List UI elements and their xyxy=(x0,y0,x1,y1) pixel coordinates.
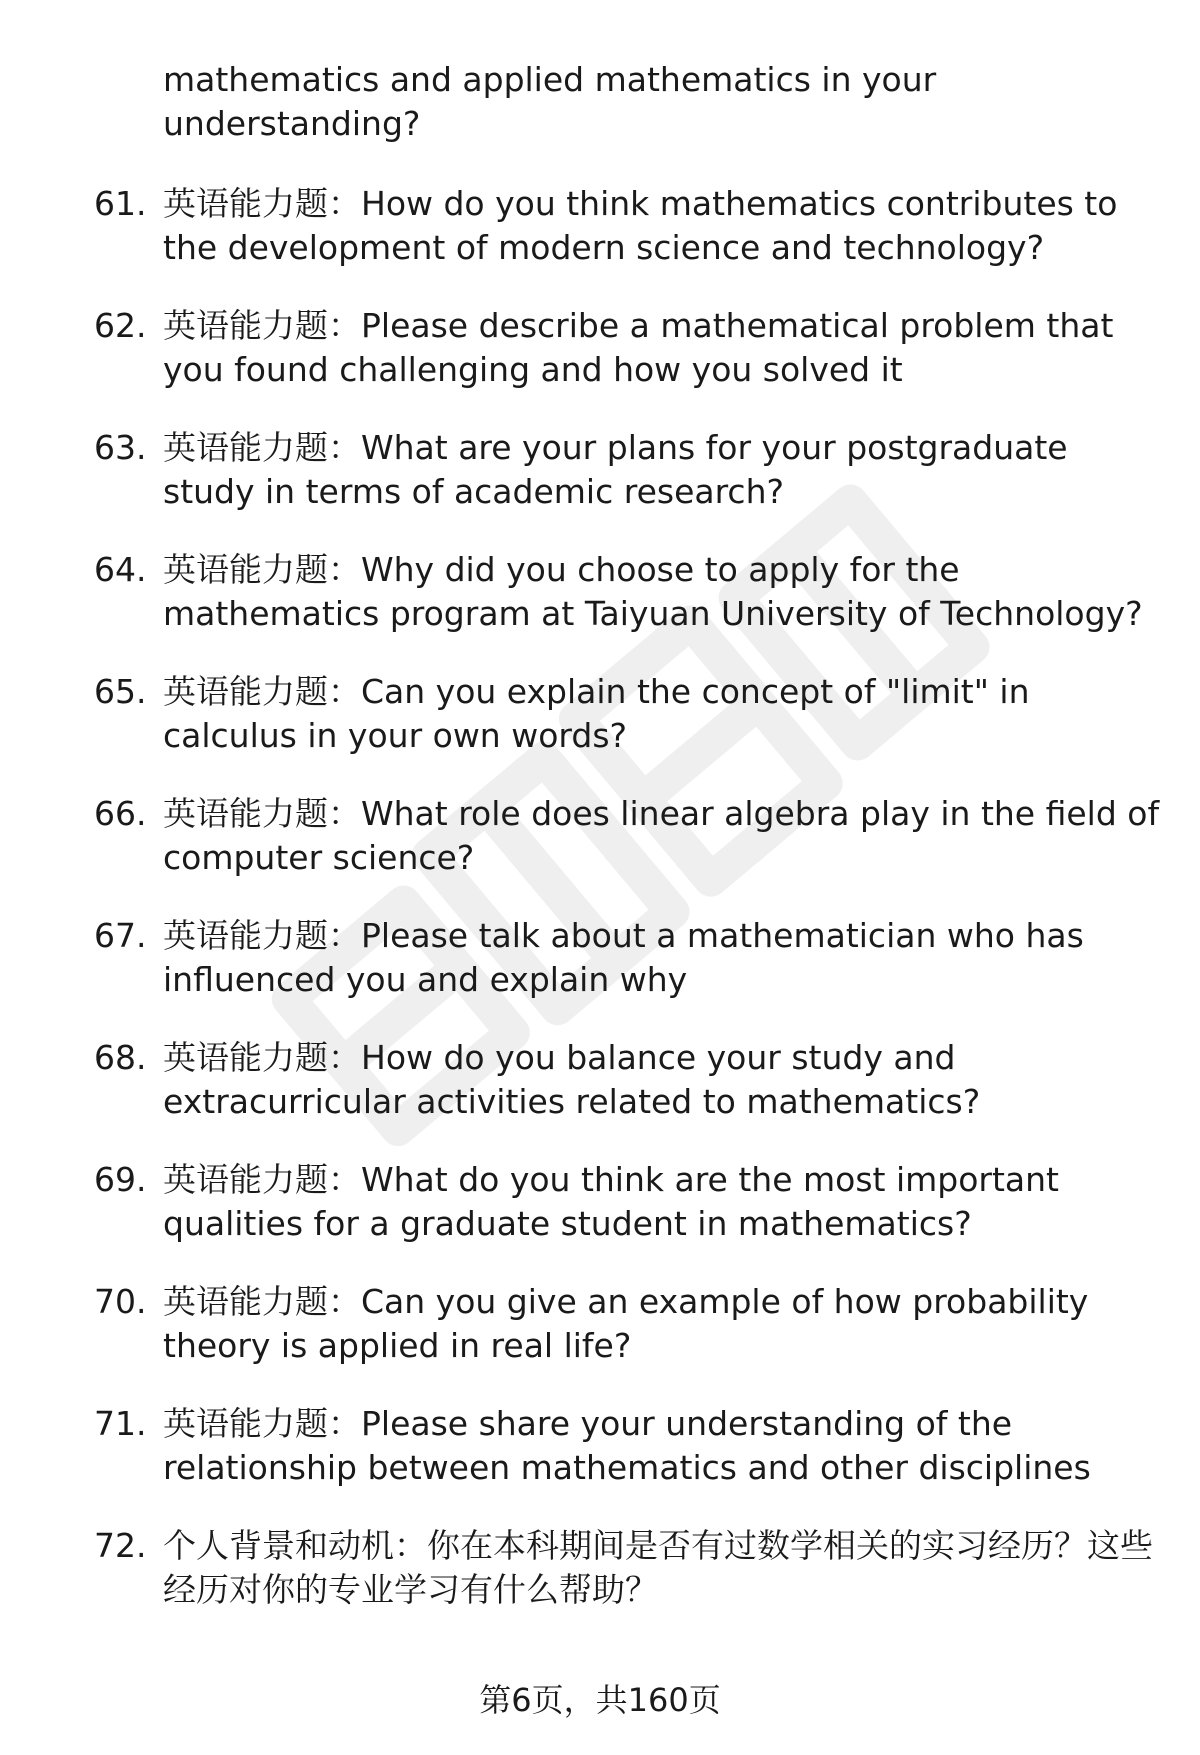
list-item xyxy=(0,670,1200,792)
question-text: 英语能力题：How do you think mathematics contributes to the development of modern science and technology? xyxy=(163,184,1118,267)
question-number: 61. xyxy=(94,184,147,223)
list-item xyxy=(0,914,1200,1036)
question-number: 66. xyxy=(94,794,147,833)
question-number: 62. xyxy=(94,306,147,345)
question-text: 英语能力题：What role does linear algebra play in the field of computer science? xyxy=(163,794,1160,877)
question-text: 英语能力题：Please describe a mathematical problem that you found challenging and how you solved it xyxy=(163,306,1114,389)
question-text: 英语能力题：How do you balance your study and extracurricular activities related to mathematics? xyxy=(163,1038,981,1121)
question-number: 72. xyxy=(94,1526,147,1565)
list-item xyxy=(0,426,1200,548)
question-number: 65. xyxy=(94,672,147,711)
question-text: 英语能力题：Please talk about a mathematician who has influenced you and explain why xyxy=(163,916,1084,999)
question-text: 个人背景和动机：你在本科期间是否有过数学相关的实习经历？这些经历对你的专业学习有什么帮助？ xyxy=(163,1526,1153,1609)
question-number: 63. xyxy=(94,428,147,467)
question-text: 英语能力题：Why did you choose to apply for the mathematics program at Taiyuan University of Technology? xyxy=(163,550,1143,633)
question-number: 70. xyxy=(94,1282,147,1321)
question-list xyxy=(0,182,1200,1646)
list-item xyxy=(0,1280,1200,1402)
page-footer: 第6页，共160页 xyxy=(479,1681,721,1719)
question-number: 71. xyxy=(94,1404,147,1443)
question-text: 英语能力题：Please share your understanding of the relationship between mathematics and other disciplines xyxy=(163,1404,1091,1487)
list-item xyxy=(0,1524,1200,1646)
question-text: 英语能力题：Can you explain the concept of "limit" in calculus in your own words? xyxy=(163,672,1030,755)
question-number: 67. xyxy=(94,916,147,955)
question-text: 英语能力题：What do you think are the most important qualities for a graduate student in mathematics? xyxy=(163,1160,1059,1243)
list-item xyxy=(0,1036,1200,1158)
question-number: 69. xyxy=(94,1160,147,1199)
list-item xyxy=(0,182,1200,304)
question-text: 英语能力题：Can you give an example of how probability theory is applied in real life? xyxy=(163,1282,1089,1365)
question-number: 64. xyxy=(94,550,147,589)
question-text: 英语能力题：What are your plans for your postgraduate study in terms of academic research? xyxy=(163,428,1068,511)
list-item xyxy=(0,304,1200,426)
list-item xyxy=(0,1402,1200,1524)
question-number: 68. xyxy=(94,1038,147,1077)
continuation-text: mathematics and applied mathematics in your understanding? xyxy=(163,60,937,143)
list-item xyxy=(0,548,1200,670)
list-item xyxy=(0,1158,1200,1280)
list-item xyxy=(0,792,1200,914)
